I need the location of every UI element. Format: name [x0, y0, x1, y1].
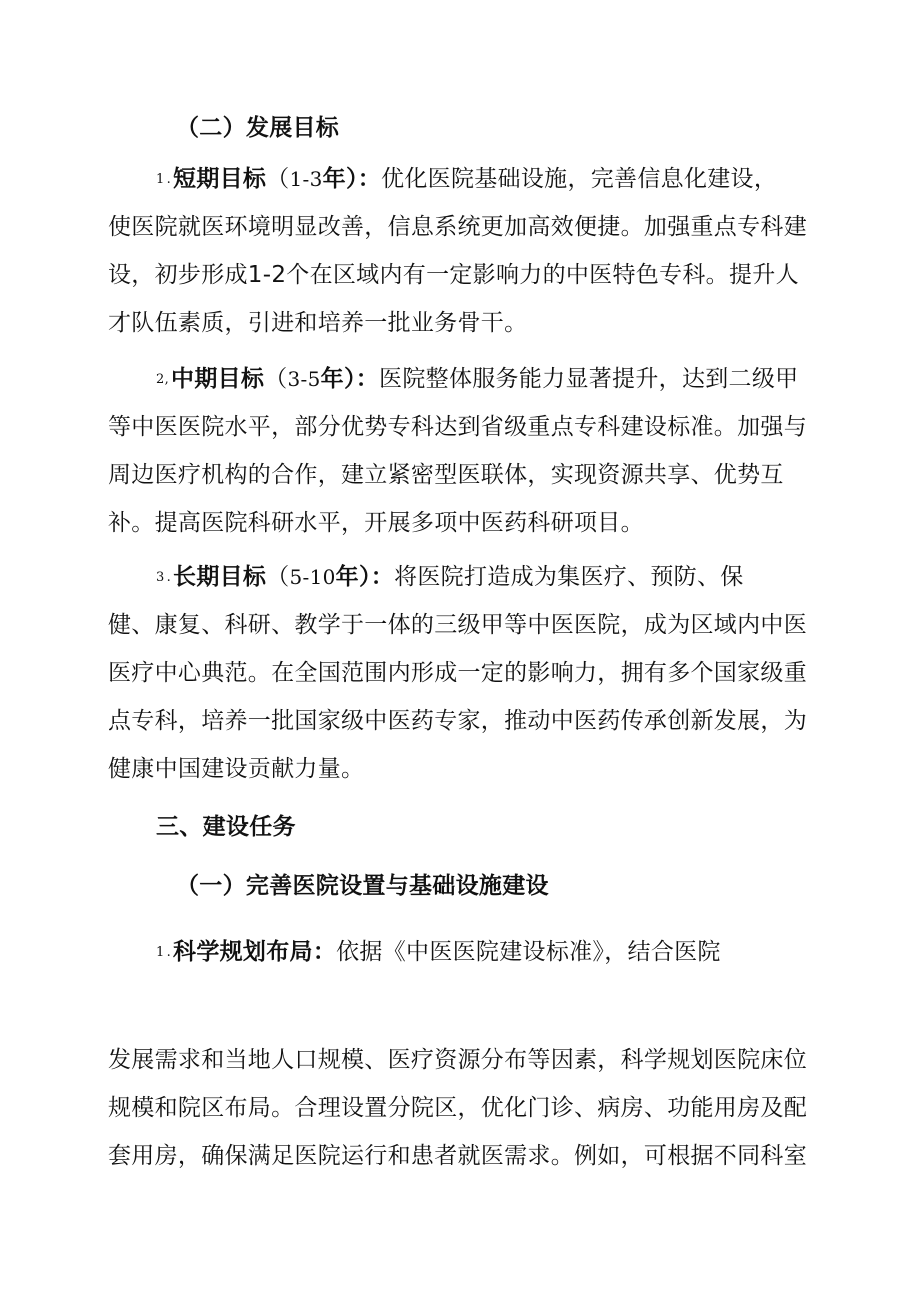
planning-layout-title: 科学规划布局：: [173, 939, 337, 965]
mid-term-goal-line-1: 2,中期目标（3-5年）：医院整体服务能力显著提升，达到二级甲: [156, 366, 799, 392]
list-dot: .: [166, 570, 172, 585]
short-term-title: 短期目标: [173, 166, 267, 192]
mid-term-title: 中期目标: [171, 366, 265, 392]
list-number: 3: [156, 570, 165, 585]
section-heading-development-goals: （二）发展目标: [176, 115, 340, 141]
list-number: 1: [156, 945, 165, 960]
list-number: 2,: [156, 372, 170, 387]
long-term-goal-line-5: 健康中国建设贡献力量。: [108, 756, 365, 782]
planning-layout-line-2: 发展需求和当地人口规模、医疗资源分布等因素，科学规划医院床位: [108, 1047, 807, 1073]
subsection-heading-facilities: （一）完善医院设置与基础设施建设: [176, 873, 549, 899]
planning-layout-line-4: 套用房，确保满足医院运行和患者就医需求。例如，可根据不同科室: [108, 1143, 807, 1169]
short-term-goal-line-3: 设，初步形成1-2个在区域内有一定影响力的中医特色专科。提升人: [108, 262, 799, 288]
planning-layout-line-3: 规模和院区布局。合理设置分院区，优化门诊、病房、功能用房及配: [108, 1095, 807, 1121]
list-number: 1: [156, 172, 165, 187]
long-term-goal-line-4: 点专科，培养一批国家级中医药专家，推动中医药传承创新发展，为: [108, 708, 807, 734]
mid-term-goal-line-2: 等中医医院水平，部分优势专科达到省级重点专科建设标准。加强与: [108, 414, 807, 440]
list-dot: .: [166, 945, 172, 960]
mid-term-goal-line-4: 补。提高医院科研水平，开展多项中医药科研项目。: [108, 510, 644, 536]
long-term-goal-line-2: 健、康复、科研、教学于一体的三级甲等中医医院，成为区域内中医: [108, 612, 807, 638]
long-term-title: 长期目标: [173, 564, 267, 590]
section-heading-construction-tasks: 三、建设任务: [156, 814, 296, 840]
planning-layout-line-1: 1 .科学规划布局：依据《中医医院建设标准》，结合医院: [156, 939, 721, 965]
short-term-goal-line-1: 1 .短期目标（1-3年）：优化医院基础设施，完善信息化建设，: [156, 166, 778, 192]
mid-term-goal-line-3: 周边医疗机构的合作，建立紧密型医联体，实现资源共享、优势互: [108, 462, 784, 488]
short-term-goal-line-2: 使医院就医环境明显改善，信息系统更加高效便捷。加强重点专科建: [108, 214, 807, 240]
list-dot: .: [166, 172, 172, 187]
short-term-goal-line-4: 才队伍素质，引进和培养一批业务骨干。: [108, 310, 528, 336]
long-term-goal-line-3: 医疗中心典范。在全国范围内形成一定的影响力，拥有多个国家级重: [108, 660, 807, 686]
long-term-goal-line-1: 3 .长期目标（5-10年）：将医院打造成为集医疗、预防、保: [156, 564, 744, 590]
